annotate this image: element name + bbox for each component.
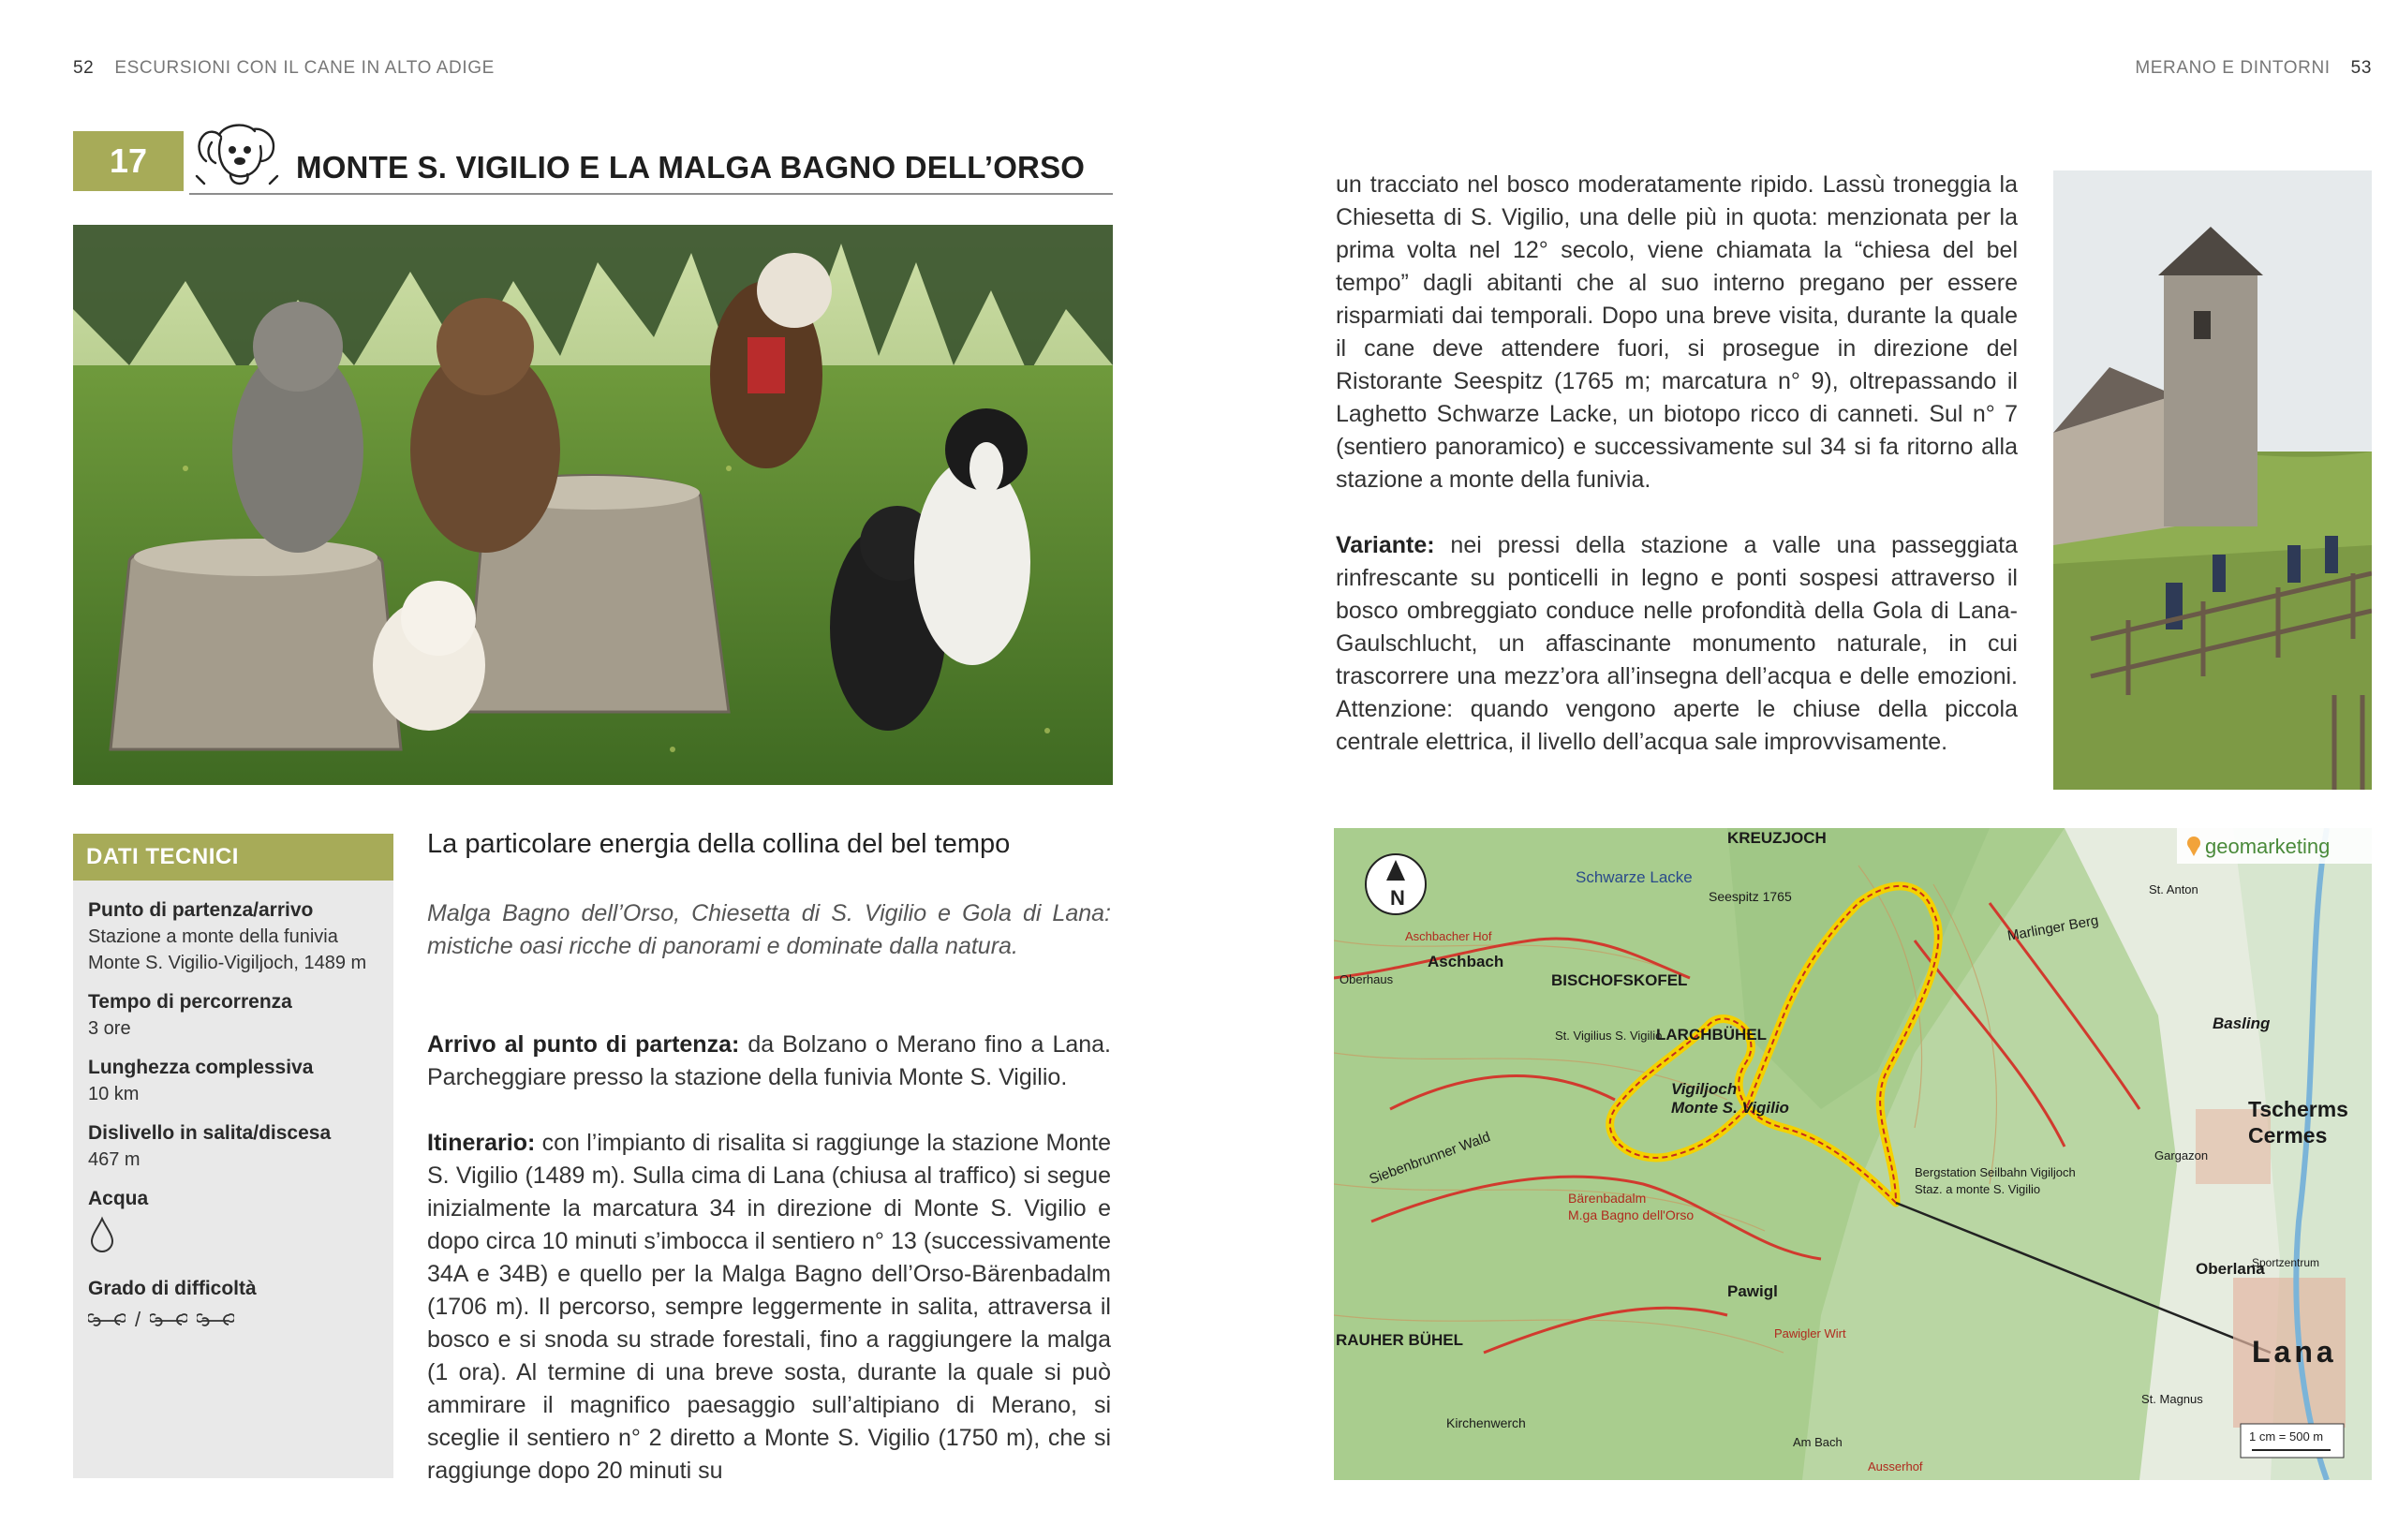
map-label: KREUZJOCH bbox=[1727, 829, 1827, 847]
map-label: Schwarze Lacke bbox=[1576, 868, 1693, 886]
map-label: LARCHBÜHEL bbox=[1656, 1026, 1768, 1044]
map-label: Pawigl bbox=[1727, 1282, 1778, 1300]
fact-label: Dislivello in salita/discesa bbox=[88, 1122, 332, 1144]
page-number-right: 53 bbox=[2350, 58, 2372, 78]
map-label: Bärenbadalm bbox=[1568, 1191, 1647, 1206]
map-label: Oberhaus bbox=[1340, 972, 1394, 986]
map-label: Aschbacher Hof bbox=[1405, 929, 1492, 943]
difficulty-rating bbox=[88, 1308, 384, 1332]
itinerario-label: Itinerario: bbox=[427, 1130, 536, 1156]
map-label: Vigiljoch bbox=[1671, 1080, 1738, 1098]
map-label: Sportzentrum bbox=[2252, 1256, 2320, 1269]
tour-title: MONTE S. VIGILIO E LA MALGA BAGNO DELL’ORSO bbox=[296, 150, 1086, 185]
map-label: Seespitz 1765 bbox=[1709, 889, 1792, 904]
map-label: Pawigler Wirt bbox=[1774, 1326, 1846, 1340]
fact-value: 467 m bbox=[88, 1149, 141, 1170]
lead-paragraph: Malga Bagno dell’Orso, Chiesetta di S. Vigilio e Gola di Lana: mistiche oasi ricche di panorami e dominate dalla natura. bbox=[427, 900, 1111, 959]
title-underline bbox=[189, 193, 1113, 195]
arrivo-label: Arrivo al punto di partenza: bbox=[427, 1031, 740, 1058]
dogs-on-stumps-photo bbox=[73, 225, 1113, 785]
tour-number-badge: 17 bbox=[73, 131, 184, 191]
north-label: N bbox=[1390, 886, 1405, 910]
right-text-column bbox=[1336, 169, 2018, 792]
fact-label: Tempo di percorrenza bbox=[88, 991, 292, 1013]
map-label: St. Magnus bbox=[2141, 1392, 2203, 1406]
fact-value: Stazione a monte della funivia Monte S. Vigilio-Vigiljoch, 1489 m bbox=[88, 926, 367, 973]
map-label: Cermes bbox=[2248, 1123, 2328, 1148]
map-label: Siebenbrunner Wald bbox=[1367, 1129, 1493, 1188]
map-label: Kirchenwerch bbox=[1446, 1415, 1526, 1430]
running-head-right bbox=[2135, 58, 2372, 79]
map-label: Basling bbox=[2213, 1014, 2271, 1032]
map-label: Staz. a monte S. Vigilio bbox=[1915, 1182, 2041, 1196]
fact-value: 10 km bbox=[88, 1084, 140, 1104]
map-label: Oberlana bbox=[2196, 1260, 2265, 1278]
variante-label: Variante: bbox=[1336, 532, 1435, 558]
variante-text: nei pressi della stazione a valle una passeggiata rinfrescante su ponticelli in legno e ponti sospesi attraverso il bosco ombreggiato conduce nelle profondità della Gola di Lana-Gaulschlucht, un affascinante monumento naturale, in cui trascorrere una mezz’ora all’insegna dell’acqua e delle emozioni. Attenzione: quando vengono aperte le chiuse della piccola centrale elettrica, il livello dell’acqua sale improvvisamente. bbox=[1336, 532, 2018, 755]
map-label: Marlinger Berg bbox=[2006, 912, 2100, 944]
map-brand: geomarketing bbox=[2205, 835, 2331, 858]
map-label: Bergstation Seilbahn Vigiljoch bbox=[1915, 1165, 2076, 1179]
dog-logo-icon bbox=[193, 118, 283, 191]
map-label: Ausserhof bbox=[1868, 1459, 1923, 1473]
running-title-left: ESCURSIONI CON IL CANE IN ALTO ADIGE bbox=[114, 58, 495, 78]
fact-label: Lunghezza complessiva bbox=[88, 1057, 314, 1078]
map-label: Lana bbox=[2252, 1335, 2337, 1369]
itinerario-text: con l’impianto di risalita si raggiunge la stazione Monte S. Vigilio (1489 m). Sulla cima di Lana (chiusa al traffico) si segue inizialmente la marcatura 34 in direzione di Monte S. Vigilio e dopo circa 10 minuti s’imbocca il sentiero n° 13 (successivamente 34A e 34B) e quello per la Malga Bagno dell’Orso-Bärenbadalm (1706 m). Il percorso, sempre leggermente in salita, attraversa il bosco e si snoda su strade forestali, fino a raggiungere la malga (1 ora). Al termine di una breve sosta, durante la quale si può ammirare il magnifico paesaggio sull’altipiano di Merano, si sceglie il sentiero n° 2 diretto a Monte S. Vigilio (1750 m), che si raggiunge dopo 20 minuti su bbox=[427, 1130, 1111, 1484]
running-title-right: MERANO E DINTORNI bbox=[2135, 58, 2331, 78]
fact-value: 3 ore bbox=[88, 1018, 131, 1039]
map-label: M.ga Bagno dell'Orso bbox=[1568, 1207, 1695, 1222]
map-scale: 1 cm = 500 m bbox=[2249, 1429, 2324, 1444]
map-label: Am Bach bbox=[1793, 1435, 1843, 1449]
bone-icon bbox=[150, 1312, 187, 1327]
section-subtitle: La particolare energia della collina del bel tempo bbox=[427, 829, 1011, 859]
map-label: St. Vigilius S. Vigilio bbox=[1555, 1029, 1663, 1043]
dati-tecnici-heading: DATI TECNICI bbox=[73, 834, 393, 881]
difficulty-separator: / bbox=[135, 1308, 141, 1331]
map-label: BISCHOFSKOFEL bbox=[1551, 971, 1688, 989]
map-label: Gargazon bbox=[2154, 1148, 2209, 1162]
fact-label: Punto di partenza/arrivo bbox=[88, 899, 314, 921]
arrivo-paragraph bbox=[427, 1029, 1111, 1094]
map-label: St. Anton bbox=[2149, 882, 2198, 896]
variante-paragraph bbox=[1336, 529, 2018, 759]
dati-tecnici-list bbox=[88, 897, 384, 1332]
map-label: RAUHER BÜHEL bbox=[1336, 1331, 1463, 1349]
acqua-label: Acqua bbox=[88, 1188, 149, 1209]
page-number-left: 52 bbox=[73, 58, 95, 78]
bone-icon bbox=[88, 1312, 126, 1327]
water-drop-icon bbox=[88, 1216, 116, 1253]
itinerario-paragraph bbox=[427, 1127, 1111, 1488]
map-label: Aschbach bbox=[1428, 953, 1504, 970]
itinerario-continuation: un tracciato nel bosco moderatamente ripido. Lassù troneggia la Chiesetta di S. Vigilio, una delle più in quota: menzionata per la prima volta nel 12° secolo, viene chiamata la “chiesa del bel tempo” dagli abitanti che al suo interno pregano per essere risparmiati dai temporali. Dopo una breve visita, durante la quale il cane deve attendere fuori, si prosegue in direzione del Ristorante Seespitz (1765 m; marcatura n° 9), oltrepassando il Laghetto Schwarze Lacke, un biotopo ricco di canneti. Sul n° 7 (sentiero panoramico) e successivamente sul 34 si fa ritorno alla stazione a monte della funivia. bbox=[1336, 171, 2018, 493]
route-map bbox=[1334, 828, 2372, 1480]
difficulty-label: Grado di difficoltà bbox=[88, 1278, 257, 1299]
church-photo bbox=[2053, 170, 2372, 790]
map-label: Tscherms bbox=[2248, 1097, 2348, 1121]
main-text-column bbox=[427, 826, 1111, 1520]
bone-icon bbox=[197, 1312, 234, 1327]
arrivo-text: da Bolzano o Merano fino a Lana. Parcheggiare presso la stazione della funivia Monte S. Vigilio. bbox=[427, 1031, 1112, 1090]
map-label: Monte S. Vigilio bbox=[1671, 1099, 1789, 1117]
running-head-left bbox=[73, 58, 495, 79]
